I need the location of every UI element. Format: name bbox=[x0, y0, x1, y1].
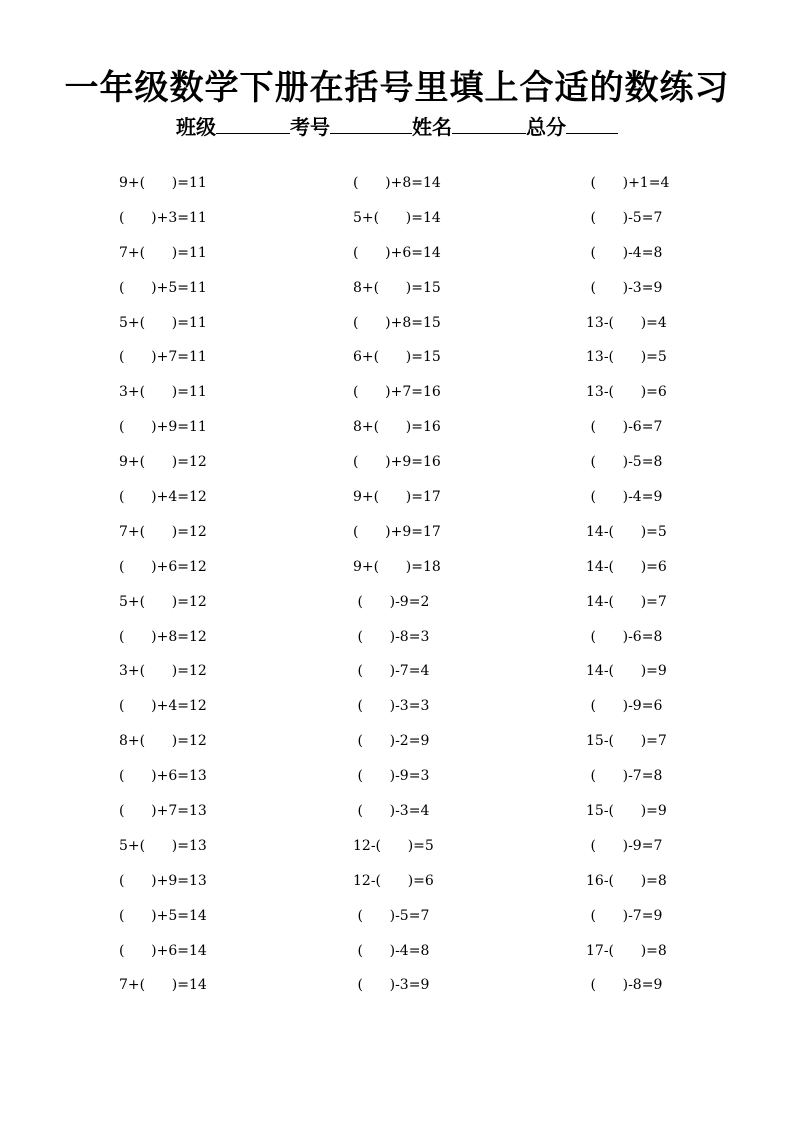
problem-item[interactable]: ( )-9=6 bbox=[586, 698, 663, 715]
problem-item[interactable]: 13-( )=5 bbox=[586, 349, 667, 366]
class-label: 班级 bbox=[176, 115, 216, 139]
problem-item[interactable]: ( )-7=8 bbox=[586, 768, 663, 785]
problem-item[interactable]: ( )-3=4 bbox=[353, 803, 430, 820]
problem-item[interactable]: ( )+9=13 bbox=[119, 872, 207, 889]
problem-item[interactable]: ( )+4=12 bbox=[119, 698, 207, 715]
name-blank[interactable] bbox=[452, 115, 526, 134]
problem-item[interactable]: ( )-3=9 bbox=[353, 977, 430, 994]
problem-item[interactable]: 5+( )=12 bbox=[119, 593, 207, 610]
problem-item[interactable]: ( )+6=14 bbox=[119, 942, 207, 959]
problem-item[interactable]: ( )-4=8 bbox=[586, 244, 663, 261]
problem-item[interactable]: 15-( )=7 bbox=[586, 733, 667, 750]
problem-item[interactable]: ( )+9=11 bbox=[119, 419, 207, 436]
problem-item[interactable]: ( )+7=11 bbox=[119, 349, 207, 366]
problem-item[interactable]: 7+( )=11 bbox=[119, 244, 207, 261]
problem-item[interactable]: 8+( )=12 bbox=[119, 733, 207, 750]
problem-item[interactable]: 14-( )=7 bbox=[586, 593, 667, 610]
problem-item[interactable]: 7+( )=12 bbox=[119, 523, 207, 540]
exam-no-blank[interactable] bbox=[330, 115, 412, 134]
problem-item[interactable]: ( )+8=12 bbox=[119, 628, 207, 645]
problem-column-1 bbox=[119, 172, 207, 1009]
problem-item[interactable]: 14-( )=5 bbox=[586, 523, 667, 540]
problem-item[interactable]: ( )+8=15 bbox=[353, 314, 441, 331]
problem-item[interactable]: ( )+6=12 bbox=[119, 558, 207, 575]
problem-item[interactable]: ( )+5=11 bbox=[119, 279, 207, 296]
problem-item[interactable]: ( )-4=8 bbox=[353, 942, 430, 959]
problem-item[interactable]: ( )-9=3 bbox=[353, 768, 430, 785]
problem-item[interactable]: ( )-2=9 bbox=[353, 733, 430, 750]
problem-item[interactable]: 7+( )=14 bbox=[119, 977, 207, 994]
problem-item[interactable]: 12-( )=5 bbox=[353, 837, 434, 854]
problem-item[interactable]: 9+( )=12 bbox=[119, 454, 207, 471]
page-title: 一年级数学下册在括号里填上合适的数练习 bbox=[64, 68, 730, 108]
problem-item[interactable]: 9+( )=17 bbox=[353, 489, 441, 506]
problem-item[interactable]: ( )-9=2 bbox=[353, 593, 430, 610]
problem-item[interactable]: 16-( )=8 bbox=[586, 872, 667, 889]
problem-item[interactable]: 15-( )=9 bbox=[586, 803, 667, 820]
problem-item[interactable]: 9+( )=18 bbox=[353, 558, 441, 575]
score-blank[interactable] bbox=[566, 115, 618, 134]
problem-item[interactable]: ( )-9=7 bbox=[586, 837, 663, 854]
problem-item[interactable]: ( )-3=3 bbox=[353, 698, 430, 715]
problem-item[interactable]: ( )+9=17 bbox=[353, 523, 441, 540]
problem-item[interactable]: 8+( )=15 bbox=[353, 279, 441, 296]
problem-item[interactable]: ( )-3=9 bbox=[586, 279, 663, 296]
problem-item[interactable]: ( )+7=16 bbox=[353, 384, 441, 401]
problem-item[interactable]: 3+( )=12 bbox=[119, 663, 207, 680]
problem-column-3 bbox=[586, 172, 669, 1009]
problem-item[interactable]: ( )-4=9 bbox=[586, 489, 663, 506]
problem-item[interactable]: ( )+6=13 bbox=[119, 768, 207, 785]
problem-item[interactable]: ( )+9=16 bbox=[353, 454, 441, 471]
problem-column-2 bbox=[353, 172, 441, 1009]
problem-item[interactable]: ( )+1=4 bbox=[586, 175, 670, 191]
problem-item[interactable]: 8+( )=16 bbox=[353, 419, 441, 436]
problem-item[interactable]: ( )-5=7 bbox=[353, 907, 430, 924]
problem-item[interactable]: ( )-7=4 bbox=[353, 663, 430, 680]
problem-item[interactable]: 6+( )=15 bbox=[353, 349, 441, 366]
problem-item[interactable]: 5+( )=14 bbox=[353, 209, 441, 226]
problem-item[interactable]: ( )-6=7 bbox=[586, 419, 663, 436]
problem-item[interactable]: 12-( )=6 bbox=[353, 872, 434, 889]
problem-item[interactable]: ( )+5=14 bbox=[119, 907, 207, 924]
problem-item[interactable]: 3+( )=11 bbox=[119, 384, 207, 401]
problem-item[interactable]: ( )-8=9 bbox=[586, 977, 663, 994]
problem-item[interactable]: 14-( )=6 bbox=[586, 558, 667, 575]
problem-item[interactable]: ( )+3=11 bbox=[119, 209, 207, 226]
problem-item[interactable]: 5+( )=13 bbox=[119, 837, 207, 854]
problem-item[interactable]: 17-( )=8 bbox=[586, 942, 667, 959]
name-label: 姓名 bbox=[412, 115, 452, 139]
problem-item[interactable]: ( )-5=7 bbox=[586, 209, 663, 226]
problem-item[interactable]: ( )+7=13 bbox=[119, 803, 207, 820]
problem-item[interactable]: 9+( )=11 bbox=[119, 175, 207, 191]
exam-no-label: 考号 bbox=[290, 115, 330, 139]
header-fields bbox=[0, 111, 794, 140]
problem-item[interactable]: ( )-7=9 bbox=[586, 907, 663, 924]
problem-item[interactable]: ( )+8=14 bbox=[353, 175, 441, 191]
problem-item[interactable]: ( )-5=8 bbox=[586, 454, 663, 471]
class-blank[interactable] bbox=[216, 115, 290, 134]
problem-item[interactable]: 14-( )=9 bbox=[586, 663, 667, 680]
problem-item[interactable]: ( )-8=3 bbox=[353, 628, 430, 645]
problem-item[interactable]: 13-( )=6 bbox=[586, 384, 667, 401]
problem-item[interactable]: 5+( )=11 bbox=[119, 314, 207, 331]
problem-item[interactable]: 13-( )=4 bbox=[586, 314, 667, 331]
problem-item[interactable]: ( )+4=12 bbox=[119, 489, 207, 506]
score-label: 总分 bbox=[526, 115, 566, 139]
problem-item[interactable]: ( )-6=8 bbox=[586, 628, 663, 645]
problem-item[interactable]: ( )+6=14 bbox=[353, 244, 441, 261]
